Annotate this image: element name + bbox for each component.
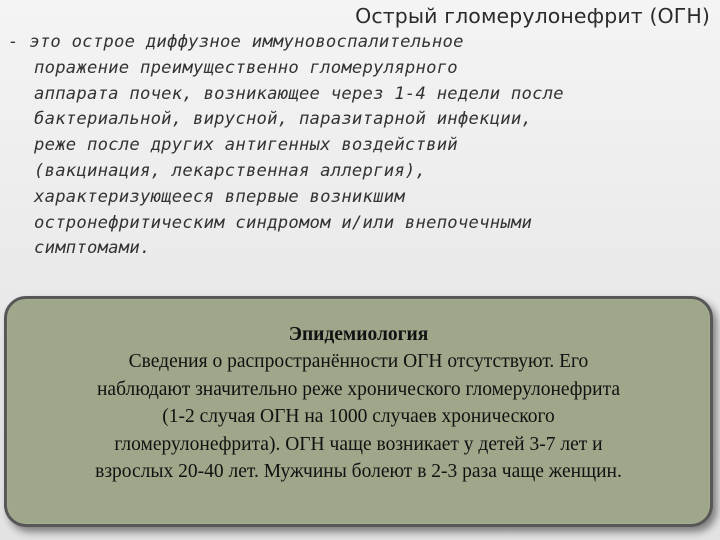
definition-line: поражение преимущественно гломерулярного <box>34 57 458 78</box>
definition-line: аппарата почек, возникающее через 1-4 недели после <box>34 83 564 104</box>
epidemiology-panel <box>4 296 713 527</box>
definition-line: симптомами. <box>34 238 151 259</box>
epidemiology-line: Сведения о распространённости ОГН отсутствуют. Его <box>128 351 589 373</box>
epidemiology-text <box>7 321 710 485</box>
definition-line: остронефритическим синдромом и/или внепочечными <box>34 212 533 233</box>
definition-line: реже после других антигенных воздействий <box>34 135 458 156</box>
epidemiology-heading: Эпидемиология <box>288 324 429 345</box>
epidemiology-line: гломерулонефрита). ОГН чаще возникает у детей 3-7 лет и <box>114 433 603 455</box>
definition-line: - это острое диффузное иммуновоспалительное <box>8 32 464 52</box>
definition-text <box>8 30 720 262</box>
slide-title: Острый гломерулонефрит (ОГН) <box>355 4 710 28</box>
definition-line: бактериальной, вирусной, паразитарной инфекции, <box>34 109 533 130</box>
epidemiology-line: наблюдают значительно реже хронического гломерулонефрита <box>96 378 621 400</box>
definition-line: характеризующееся впервые возникшим <box>34 186 405 207</box>
epidemiology-line: (1-2 случая ОГН на 1000 случаев хронического <box>162 406 555 428</box>
definition-line: (вакцинация, лекарственная аллергия), <box>34 160 427 181</box>
epidemiology-line: взрослых 20-40 лет. Мужчины болеют в 2-3 раза чаще женщин. <box>95 461 622 483</box>
